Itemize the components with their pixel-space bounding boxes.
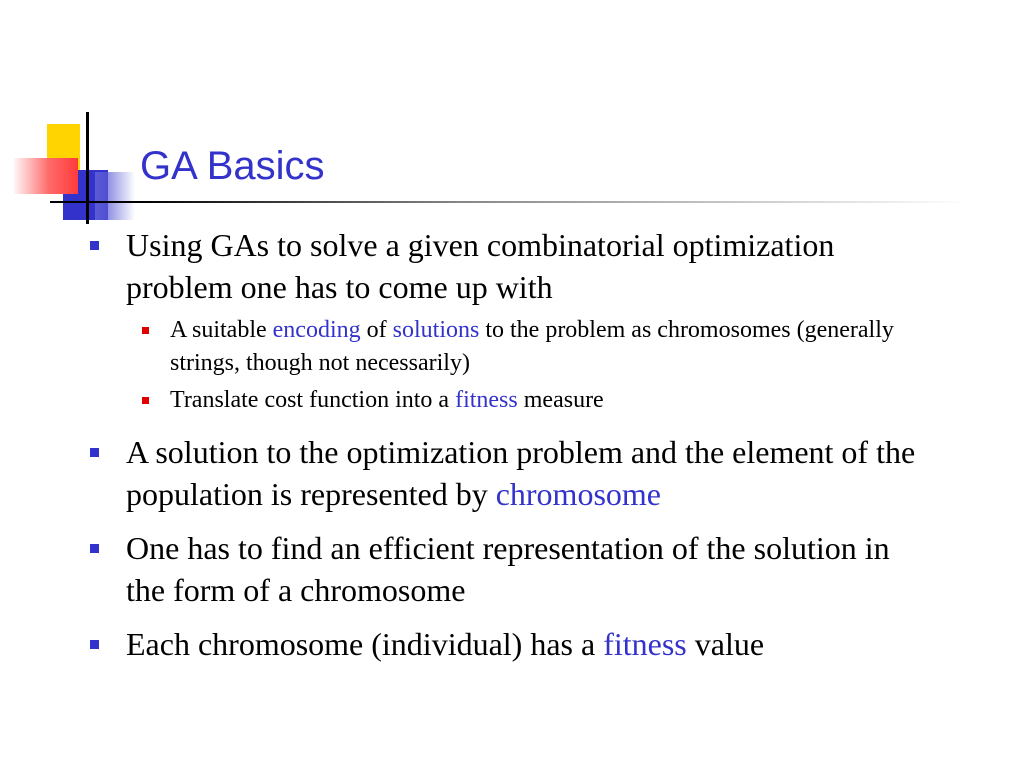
- bullet-item: [126, 527, 926, 611]
- vertical-rule: [86, 112, 89, 224]
- keyword-encoding: encoding: [272, 317, 361, 343]
- bullet-text: of: [360, 317, 393, 343]
- bullet-item: [126, 623, 926, 665]
- square-bullet-icon: [90, 640, 99, 649]
- bullet-text: Using GAs to solve a given combinatorial optimization problem one has to come up with: [126, 227, 835, 305]
- red-square-decoration: [14, 158, 78, 194]
- square-bullet-icon: [90, 241, 99, 250]
- title-underline-rule: [50, 201, 970, 203]
- bullet-text: measure: [517, 387, 604, 413]
- keyword-solutions: solutions: [392, 317, 480, 343]
- slide-body: [0, 224, 1024, 677]
- blue-fade-decoration: [95, 172, 135, 220]
- keyword-fitness: fitness: [455, 387, 518, 413]
- sub-bullet-item: [170, 384, 930, 417]
- bullet-text: A solution to the optimization problem and the element of the population is represented by: [126, 434, 916, 512]
- keyword-chromosome: chromosome: [495, 476, 661, 512]
- square-bullet-icon: [142, 327, 149, 334]
- sub-bullet-list: [0, 314, 1024, 417]
- sub-bullet-item: [170, 314, 930, 380]
- square-bullet-icon: [90, 544, 99, 553]
- keyword-fitness: fitness: [603, 626, 687, 662]
- square-bullet-icon: [90, 448, 99, 457]
- bullet-text: Translate cost function into a: [170, 387, 456, 413]
- square-bullet-icon: [142, 397, 149, 404]
- slide-title: GA Basics: [140, 144, 325, 188]
- bullet-text: value: [686, 626, 765, 662]
- bullet-text: One has to find an efficient representation of the solution in the form of a chromosome: [126, 530, 890, 608]
- bullet-text: A suitable: [170, 317, 273, 343]
- bullet-text: Each chromosome (individual) has a: [126, 626, 604, 662]
- bullet-text: to the problem as chromosomes (generally strings, though not necessarily): [170, 317, 894, 376]
- bullet-item: [126, 224, 926, 308]
- bullet-item: [126, 431, 926, 515]
